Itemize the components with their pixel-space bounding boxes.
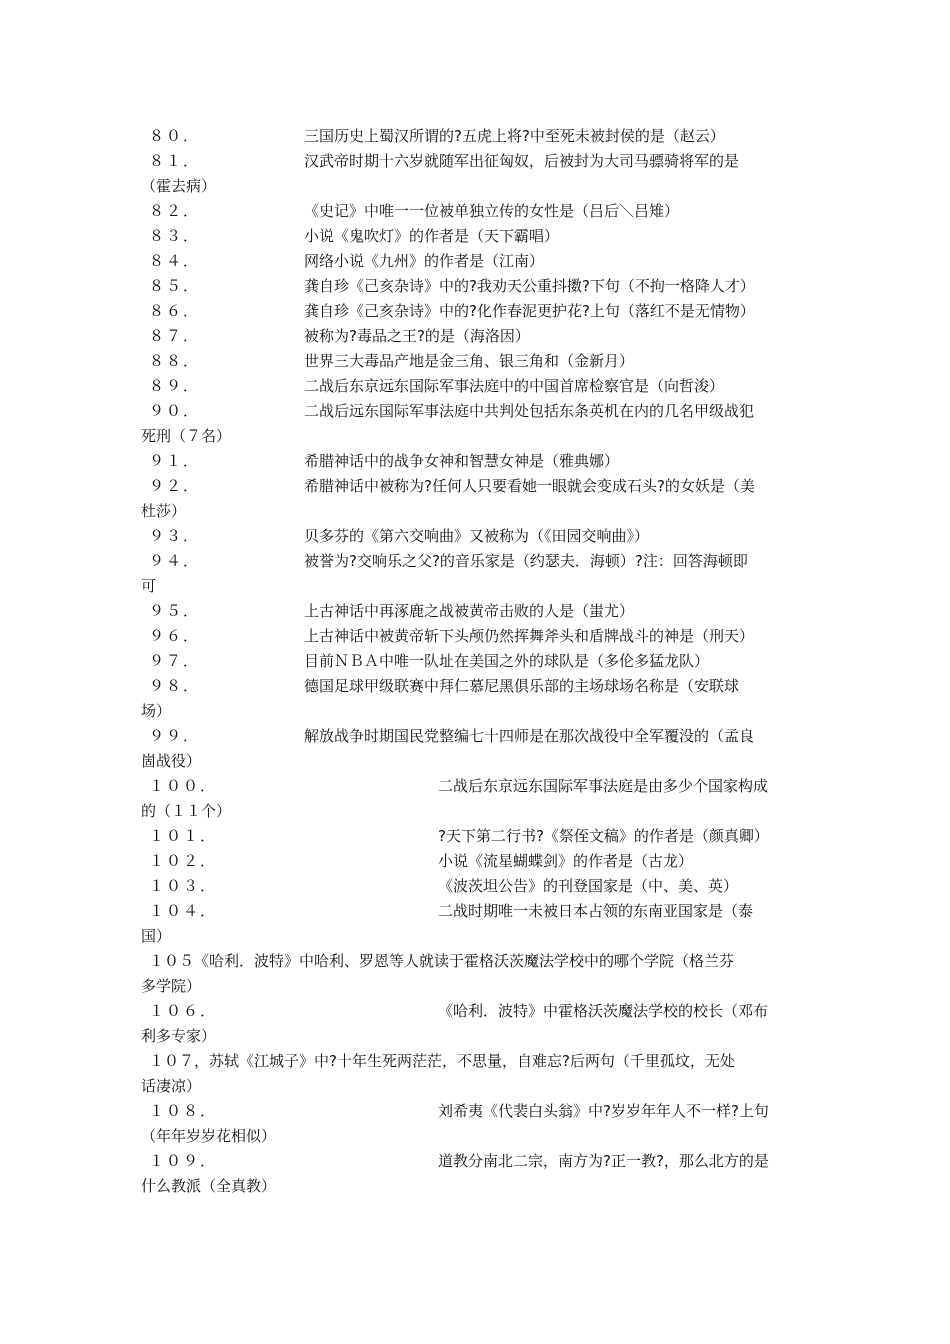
list-item (141, 199, 821, 224)
item-text: 上古神话中被黄帝斩下头颅仍然挥舞斧头和盾牌战斗的神是（刑天） (304, 627, 755, 645)
item-text: 贝多芬的《第六交响曲》又被称为（《田园交响曲》） (304, 527, 650, 545)
item-number: ８５． (149, 277, 201, 295)
list-item (141, 324, 821, 349)
item-text: 二战后东京远东国际军事法庭是由多少个国家构成 (438, 777, 769, 795)
item-number: ９１． (149, 452, 201, 470)
list-item (141, 374, 821, 399)
item-number: ９８． (149, 677, 201, 695)
list-item (141, 949, 821, 974)
list-item (141, 1049, 821, 1074)
list-item (141, 599, 821, 624)
item-number: ９５． (149, 602, 201, 620)
item-text: 上古神话中再涿鹿之战被黄帝击败的人是（蚩尤） (304, 602, 635, 620)
item-continuation: 杜莎） (141, 502, 187, 520)
list-item (141, 624, 821, 649)
item-text: 希腊神话中被称为?任何人只要看她一眼就会变成石头?的女妖是（美 (304, 477, 755, 495)
list-item (141, 724, 821, 749)
list-item (141, 399, 821, 424)
item-text: 小说《流星蝴蝶剑》的作者是（古龙） (438, 852, 694, 870)
list-item (141, 124, 821, 149)
item-number: １０２． (149, 852, 218, 870)
item-text: 解放战争时期国民党整编七十四师是在那次战役中全军覆没的（孟良 (304, 727, 755, 745)
item-number: ８４． (149, 252, 201, 270)
list-item (141, 1149, 821, 1174)
list-item (141, 1099, 821, 1124)
item-number: ９０． (149, 402, 201, 420)
list-item (141, 649, 821, 674)
item-text: 道教分南北二宗，南方为?正一教?，那么北方的是 (438, 1152, 769, 1170)
list-item (141, 349, 821, 374)
item-number: ８９． (149, 377, 201, 395)
item-text: 《史记》中唯一一位被单独立传的女性是（吕后＼吕雉） (304, 202, 680, 220)
item-text: 德国足球甲级联赛中拜仁慕尼黑俱乐部的主场球场名称是（安联球 (304, 677, 740, 695)
item-number: ８６． (149, 302, 201, 320)
list-item (141, 149, 821, 174)
item-text: 二战时期唯一未被日本占领的东南亚国家是（泰 (438, 902, 754, 920)
item-text: １０７，苏轼《江城子》中?十年生死两茫茫，不思量，自难忘?后两句（千里孤坟，无处 (149, 1052, 735, 1070)
item-continuation: （霍去病） (141, 177, 217, 195)
item-continuation: （年年岁岁花相似） (141, 1127, 277, 1145)
item-number: ９９． (149, 727, 201, 745)
list-item (141, 824, 821, 849)
item-text: 二战后远东国际军事法庭中共判处包括东条英机在内的几名甲级战犯 (304, 402, 755, 420)
item-text: 世界三大毒品产地是金三角、银三角和（金新月） (304, 352, 635, 370)
item-continuation: 死刑（７名） (141, 427, 232, 445)
list-item (141, 249, 821, 274)
list-item (141, 524, 821, 549)
item-text: 被誉为?交响乐之父?的音乐家是（约瑟夫．海顿）?注：回答海顿即 (304, 552, 748, 570)
item-continuation: 利多专家） (141, 1027, 217, 1045)
item-number: ８７． (149, 327, 201, 345)
item-text: 三国历史上蜀汉所谓的?五虎上将?中至死未被封侯的是（赵云） (304, 127, 725, 145)
item-number: ９６． (149, 627, 201, 645)
list-item (141, 224, 821, 249)
item-text: 刘希夷《代裴白头翁》中?岁岁年年人不一样?上句 (438, 1102, 769, 1120)
item-number: ９２． (149, 477, 201, 495)
item-continuation: 话凄凉） (141, 1077, 202, 1095)
list-item (141, 899, 821, 924)
item-text: ?天下第二行书?《祭侄文稿》的作者是（颜真卿） (438, 827, 769, 845)
item-number: ８２． (149, 202, 201, 220)
list-item (141, 449, 821, 474)
item-continuation: 场） (141, 702, 172, 720)
item-number: ９３． (149, 527, 201, 545)
list-item (141, 474, 821, 499)
item-number: １０８． (149, 1102, 218, 1120)
item-number: ９７． (149, 652, 201, 670)
item-text: 汉武帝时期十六岁就随军出征匈奴，后被封为大司马骠骑将军的是 (304, 152, 740, 170)
list-item (141, 674, 821, 699)
list-item (141, 999, 821, 1024)
list-item (141, 549, 821, 574)
item-continuation: 什么教派（全真教） (141, 1177, 277, 1195)
item-continuation: 的（１１个） (141, 802, 232, 820)
item-text: 龚自珍《己亥杂诗》中的?我劝天公重抖擞?下句（不拘一格降人才） (304, 277, 755, 295)
item-number: ８１． (149, 152, 201, 170)
item-number: １０６． (149, 1002, 218, 1020)
item-number: １０９． (149, 1152, 218, 1170)
list-item (141, 299, 821, 324)
item-number: １０３． (149, 877, 218, 895)
item-text: 目前ＮＢＡ中唯一队址在美国之外的球队是（多伦多猛龙队） (304, 652, 710, 670)
item-text: 被称为?毒品之王?的是（海洛因） (304, 327, 530, 345)
item-text: 龚自珍《己亥杂诗》中的?化作春泥更护花?上句（落红不是无情物） (304, 302, 755, 320)
list-item (141, 774, 821, 799)
list-item (141, 874, 821, 899)
item-text: 希腊神话中的战争女神和智慧女神是（雅典娜） (304, 452, 620, 470)
item-continuation: 国） (141, 927, 172, 945)
item-continuation: 可 (141, 577, 157, 595)
item-number: ８０． (149, 127, 201, 145)
item-number: ８８． (149, 352, 201, 370)
list-item (141, 849, 821, 874)
item-number: １００． (149, 777, 218, 795)
item-continuation: 崮战役） (141, 752, 202, 770)
item-text: 二战后东京远东国际军事法庭中的中国首席检察官是（向哲浚） (304, 377, 725, 395)
item-text: 《哈利．波特》中霍格沃茨魔法学校的校长（邓布 (438, 1002, 769, 1020)
item-number: １０１． (149, 827, 218, 845)
item-text: 《波茨坦公告》的刊登国家是（中、美、英） (438, 877, 739, 895)
item-number: ９４． (149, 552, 201, 570)
item-number: １０４． (149, 902, 218, 920)
item-text: 小说《鬼吹灯》的作者是（天下霸唱） (304, 227, 560, 245)
item-number: ８３． (149, 227, 201, 245)
item-continuation: 多学院） (141, 977, 202, 995)
item-text: １０５《哈利．波特》中哈利、罗恩等人就读于霍格沃茨魔法学校中的哪个学院（格兰芬 (149, 952, 735, 970)
item-text: 网络小说《九州》的作者是（江南） (304, 252, 545, 270)
list-item (141, 274, 821, 299)
